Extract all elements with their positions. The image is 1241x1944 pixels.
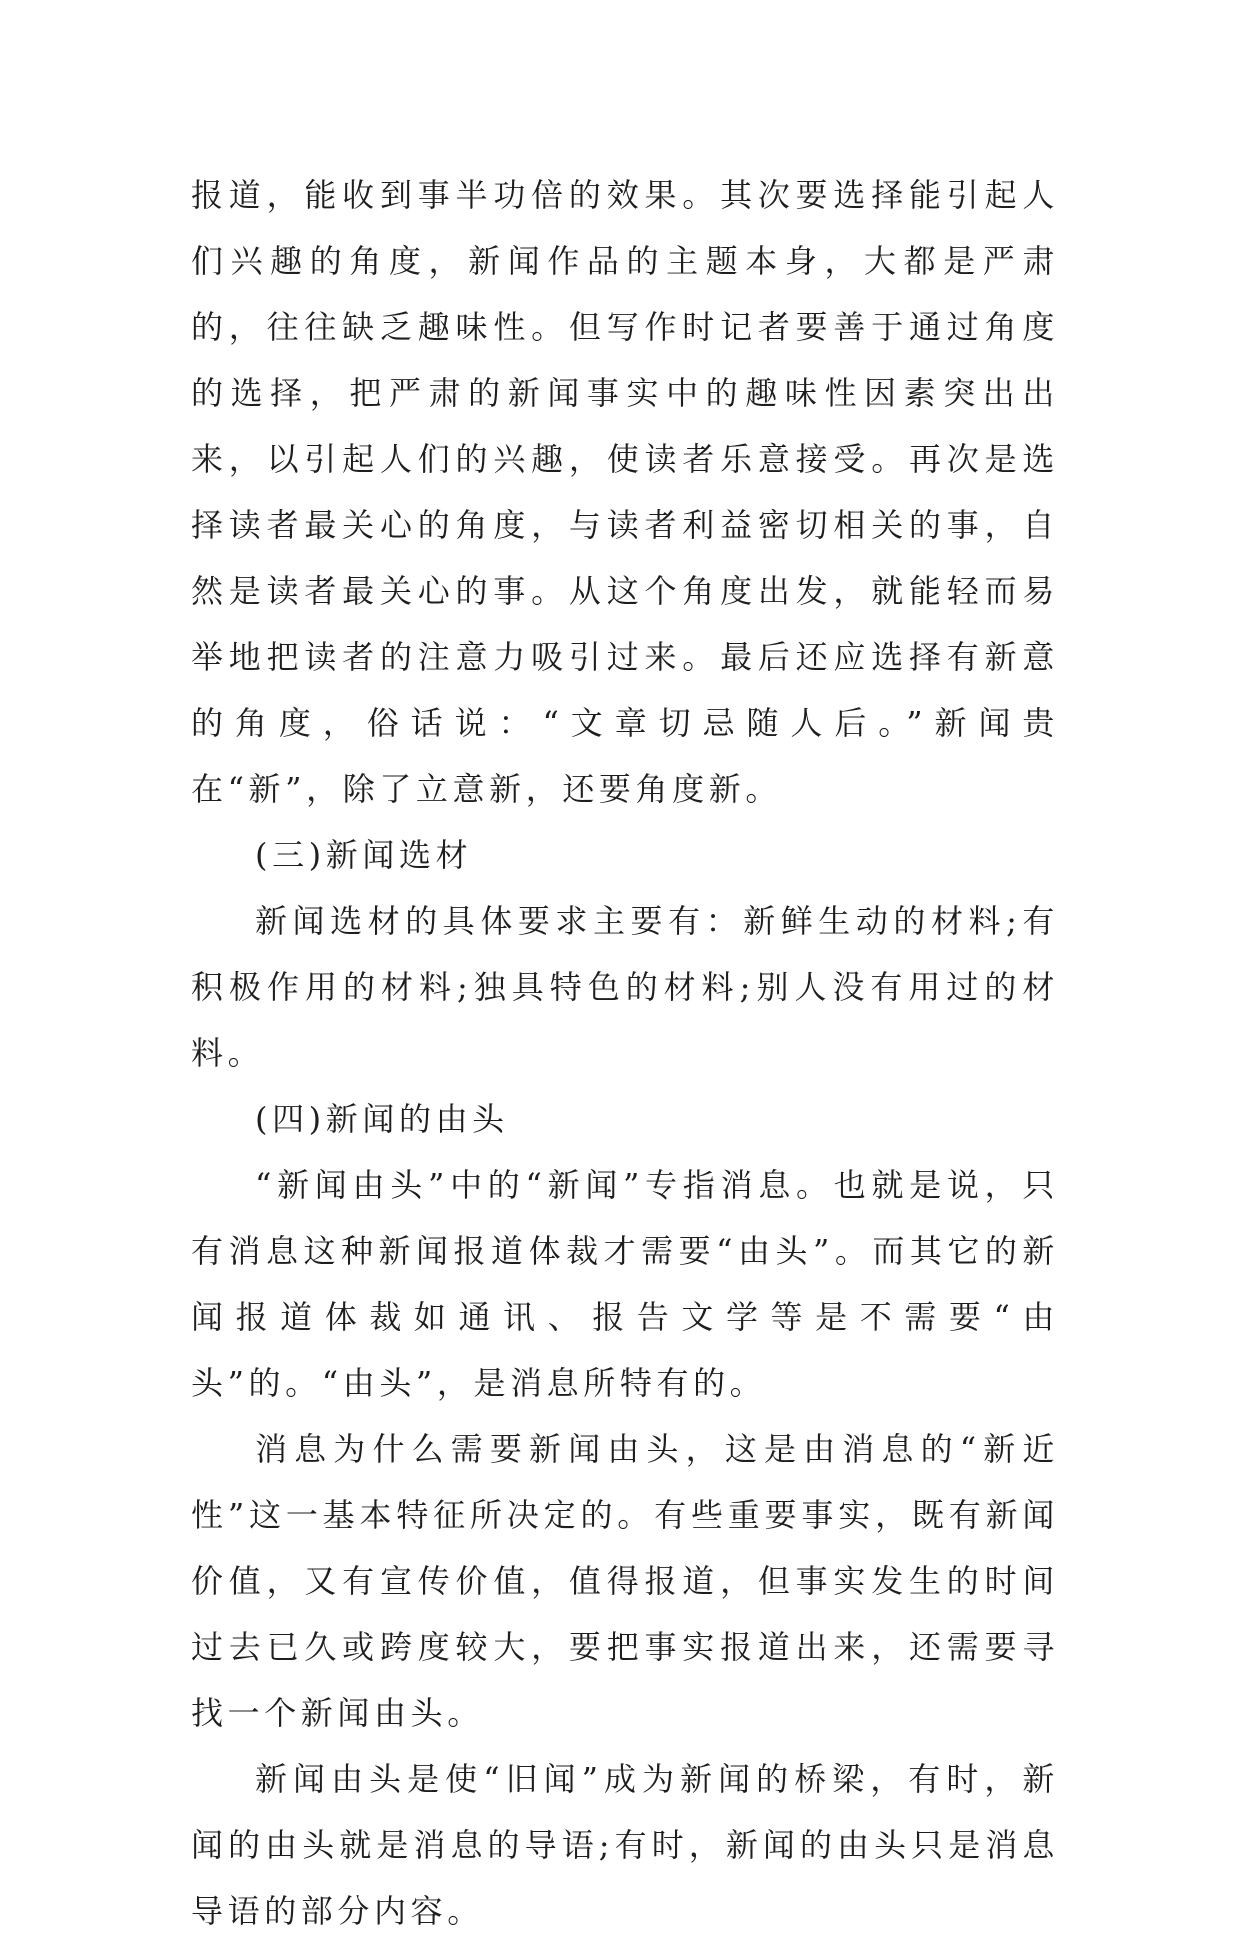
section-heading-3: (三)新闻选材 xyxy=(255,836,473,874)
paragraph-news-hook-definition: “新闻由头”中的“新闻”专指消息。也就是说，只有消息这种新闻报道体裁才需要“由头”。而其它的新闻报道体裁如通讯、报告文学等是不需要“由头”的。“由头”，是消息所特有的。 xyxy=(191,1166,1059,1402)
document-body xyxy=(191,162,1059,1944)
paragraph-material-selection: 新闻选材的具体要求主要有：新鲜生动的材料;有积极作用的材料;独具特色的材料;别人没有用过的材料。 xyxy=(191,902,1059,1072)
paragraph-news-hook-bridge: 新闻由头是使“旧闻”成为新闻的桥梁，有时，新闻的由头就是消息的导语;有时，新闻的由头只是消息导语的部分内容。 xyxy=(191,1760,1059,1930)
section-heading-4: (四)新闻的由头 xyxy=(255,1100,509,1138)
paragraph-news-hook-reason: 消息为什么需要新闻由头，这是由消息的“新近性”这一基本特征所决定的。有些重要事实，既有新闻价值，又有宣传价值，值得报道，但事实发生的时间过去已久或跨度较大，要把事实报道出来，还需要寻找一个新闻由头。 xyxy=(191,1430,1059,1732)
paragraph-continuation: 报道，能收到事半功倍的效果。其次要选择能引起人们兴趣的角度，新闻作品的主题本身，大都是严肃的，往往缺乏趣味性。但写作时记者要善于通过角度的选择，把严肃的新闻事实中的趣味性因素突出出来，以引起人们的兴趣，使读者乐意接受。再次是选择读者最关心的角度，与读者利益密切相关的事，自然是读者最关心的事。从这个角度出发，就能轻而易举地把读者的注意力吸引过来。最后还应选择有新意的角度，俗话说：“文章切忌随人后。”新闻贵在“新”，除了立意新，还要角度新。 xyxy=(191,176,1059,808)
